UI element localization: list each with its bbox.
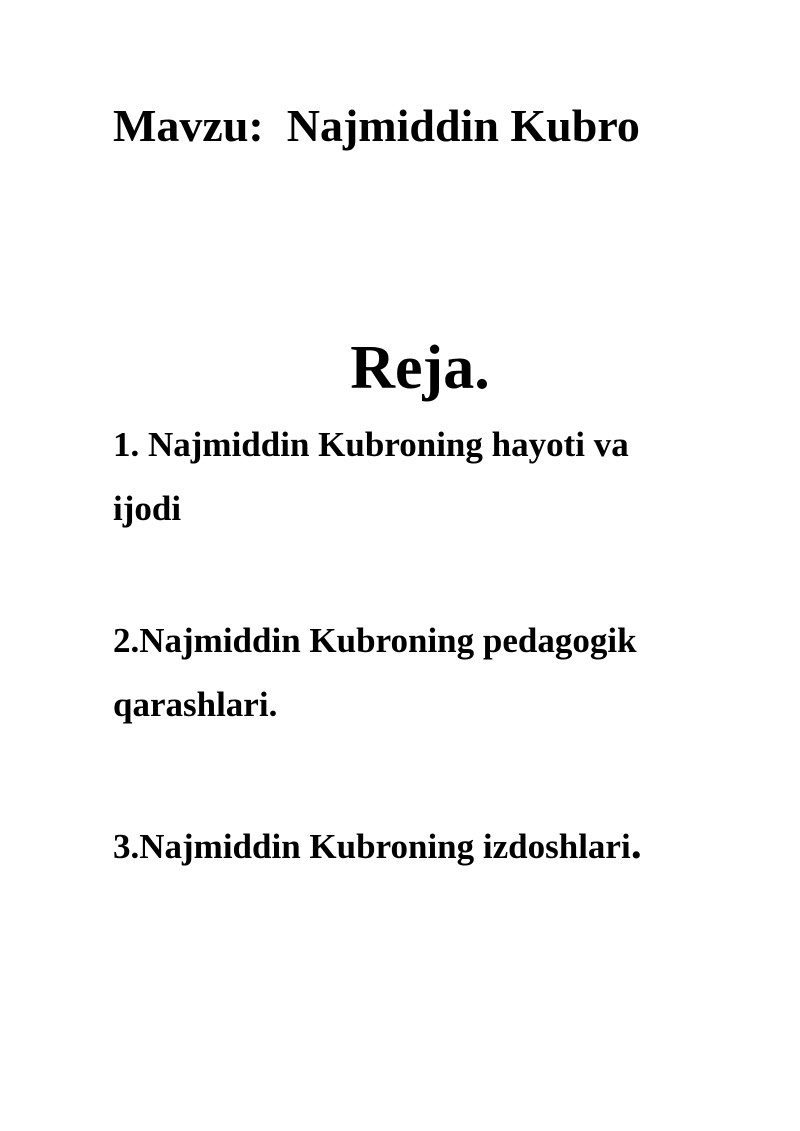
plan-item-3 xyxy=(113,812,693,879)
plan-item-3-period: . xyxy=(630,819,642,868)
plan-item-1-text: 1. Najmiddin Kubroning hayoti va ijodi xyxy=(113,425,629,528)
topic-title: Mavzu: Najmiddin Kubro xyxy=(113,100,640,151)
plan-item-2-text: 2.Najmiddin Kubroning pedagogik qarashlari. xyxy=(113,621,637,724)
plan-heading: Reja. xyxy=(350,334,490,402)
plan-item-2 xyxy=(113,609,693,737)
plan-item-3-text: 3.Najmiddin Kubroning izdoshlari xyxy=(113,827,631,866)
plan-item-1 xyxy=(113,413,693,541)
